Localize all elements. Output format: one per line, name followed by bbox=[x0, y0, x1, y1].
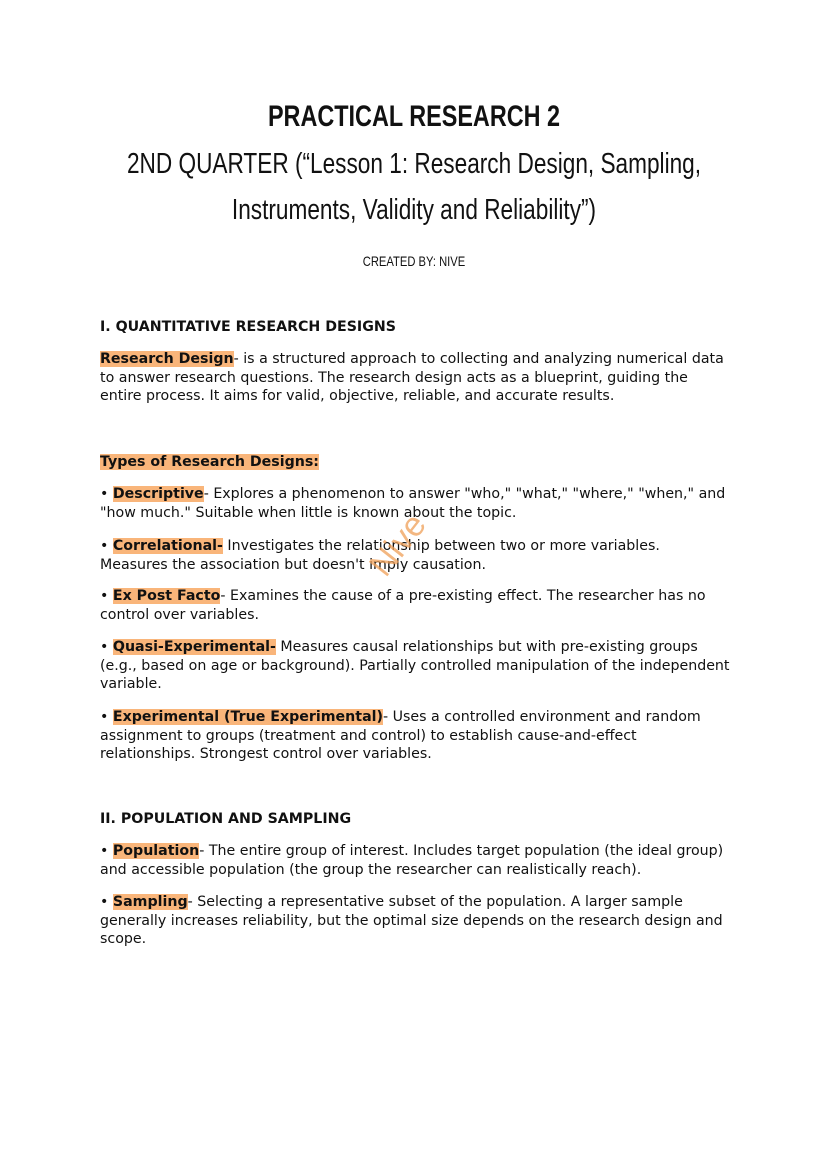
bullet-icon: • bbox=[100, 894, 109, 910]
term-population: Population bbox=[112, 843, 200, 859]
document-title: PRACTICAL RESEARCH 2 bbox=[267, 100, 561, 133]
research-design-text: - is a structured approach to collecting and analyzing numerical data to answer research questions. The research design acts as a blueprint, guiding the entire process. It aims for valid, objective, reliable, and accurate results. bbox=[100, 351, 724, 404]
list-item bbox=[100, 842, 730, 879]
section-2-heading: II. POPULATION AND SAMPLING bbox=[100, 811, 352, 827]
term-ex-post-facto: Ex Post Facto bbox=[112, 588, 221, 604]
bullet-icon: • bbox=[100, 588, 109, 604]
bullet-icon: • bbox=[100, 843, 109, 859]
list-item bbox=[100, 893, 730, 949]
definition-text: - Explores a phenomenon to answer "who," "what," "where," "when," and "how much." Suitable when little is known about the topic. bbox=[100, 486, 726, 521]
document-subtitle-line-1: 2ND QUARTER (“Lesson 1: Research Design, Sampling, bbox=[126, 148, 702, 180]
term-descriptive: Descriptive bbox=[112, 486, 204, 502]
watermark-text: Nive bbox=[362, 506, 434, 584]
section-1-heading: I. QUANTITATIVE RESEARCH DESIGNS bbox=[100, 319, 396, 335]
bullet-icon: • bbox=[100, 639, 109, 655]
types-heading: Types of Research Designs: bbox=[100, 454, 319, 470]
research-design-term: Research Design bbox=[100, 351, 234, 367]
term-experimental: Experimental (True Experimental) bbox=[112, 709, 383, 725]
term-sampling: Sampling bbox=[112, 894, 188, 910]
created-by-label: CREATED BY: NIVE bbox=[362, 253, 466, 269]
document-subtitle-line-2: Instruments, Validity and Reliability”) bbox=[231, 194, 597, 226]
term-quasi-experimental: Quasi-Experimental- bbox=[112, 639, 276, 655]
definition-text: - Selecting a representative subset of the population. A larger sample generally increases reliability, but the optimal size depends on the research design and scope. bbox=[100, 894, 723, 947]
list-item bbox=[100, 708, 730, 764]
research-design-definition bbox=[100, 350, 730, 406]
definition-text: - The entire group of interest. Includes target population (the ideal group) and accessible population (the group the researcher can realistically reach). bbox=[100, 843, 724, 878]
definition-text: Measures causal relationships but with pre-existing groups (e.g., based on age or background). Partially controlled manipulation of the independent variable. bbox=[100, 639, 730, 692]
list-item bbox=[100, 638, 730, 694]
bullet-icon: • bbox=[100, 486, 109, 502]
definition-text: - Examines the cause of a pre-existing effect. The researcher has no control over variables. bbox=[100, 588, 706, 623]
bullet-icon: • bbox=[100, 709, 109, 725]
list-item bbox=[100, 587, 730, 624]
term-correlational: Correlational- bbox=[112, 538, 223, 554]
definition-text: Investigates the relationship between two or more variables. Measures the association but doesn't imply causation. bbox=[100, 538, 660, 573]
bullet-icon: • bbox=[100, 538, 109, 554]
definition-text: - Uses a controlled environment and random assignment to groups (treatment and control) to establish cause-and-effect relationships. Strongest control over variables. bbox=[100, 709, 701, 762]
